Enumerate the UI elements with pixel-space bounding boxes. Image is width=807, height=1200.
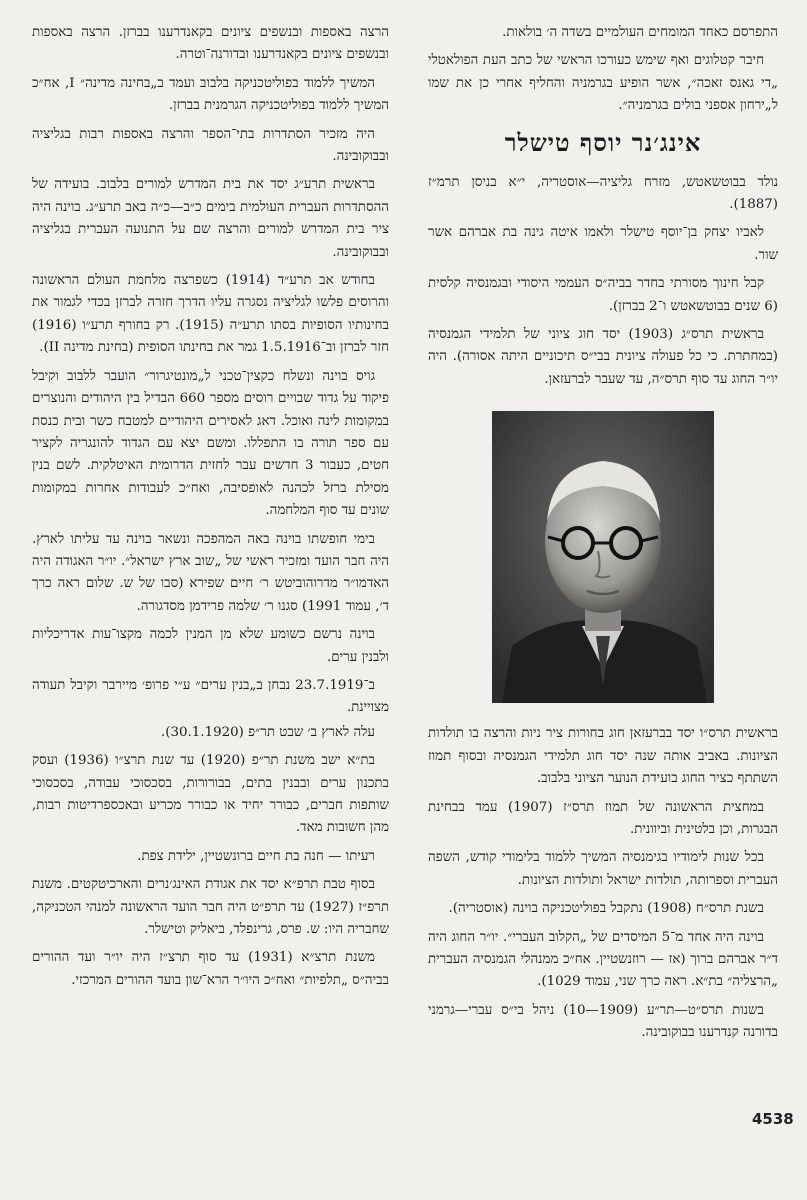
- left-paragraph-1: הרצה באספות ובנשפים ציונים בקאנדרענו בברזן. הרצה באספות ובנשפים ציונים בקאנדרענו ובדורנה־וטרה.: [32, 25, 389, 63]
- left-paragraph-14: משנת תרצ״א (1931) עד סוף תרצ״ז היה יו״ר ועד ההורים בביה״ס „תלפיות״ ואח״כ היו״ר הרא־שון בועד ההורים המרכזי.: [32, 950, 389, 988]
- bio-paragraph-2: לאביו יצחק בן־יוסף טישלר ולאמו איטה גינה בת אברהם אשר שור.: [428, 225, 778, 263]
- left-paragraph-13: בסוף טבת תרפ״א יסד את אגודת האינג׳נרים והארכיטקטים. משנת תרפ״ז (1927) עד תרפ״ט היה חבר הועד הראשונה למנהי הטכניקה, שחבריה היו: ש. פרס, גרינפלד, ביאליק וטישלר.: [32, 877, 389, 938]
- page-number: 4538: [752, 1110, 794, 1128]
- lower-paragraph-1: בראשית תרס״ו יסד בברעזאן חוג בחורות ציר ניות והרצה בו תולדות הציונות. באביב אותה שנה יסד חוג תלמידי הגמנסיה ובסוף תמוז השתתף כציר החוג בועידת הנוער הציוני בלבוב.: [428, 726, 778, 787]
- left-paragraph-10: עלה לארץ ב׳ שבט תר״פ (30.1.1920).: [161, 724, 375, 740]
- left-paragraph-9: ב־23.7.1919 נבחן ב„בנין ערים״ ע״י פרופ׳ מיירבר וקיבל תעודה מצויינת.: [32, 677, 389, 716]
- lower-paragraph-2: במחצית הראשונה של תמוז תרס״ז (1907) עמד בבחינת הבגרות, וכן בלטינית וביוונית.: [428, 799, 778, 837]
- left-paragraph-5: בחודש אב תרע״ד (1914) כשפרצה מלחמת העולם הראשונה והרוסים פלשו לגליציה נסגרה עליו הדרך חזרה לברזן בכדי לגמור את בחינותיו הסופיות בסתו תרע״ה (1915). רק בחורף תרע״ו (1916) חזר לברזן וב־1.5.1916 גמר את בחינתו הסופית (בחינת מדינה II).: [32, 273, 389, 356]
- lower-paragraph-6: בשנות תרס״ט—תר״ע (1909—10) ניהל בי״ס עברי—גרמני בדורנה קנדרענו בבוקובינה.: [428, 1002, 778, 1041]
- left-paragraph-12: רעיתו — חנה בת חיים ברונשטיין, ילידת צפת.: [137, 848, 375, 864]
- left-column: [32, 22, 389, 998]
- left-paragraph-2: המשיך ללמוד בפוליטכניקה בלבוב ועמד ב„בחינה מדינה״ I, אח״כ המשיך ללמוד בפוליטכניקה הגרמנית בברזן.: [32, 75, 389, 114]
- lower-paragraph-5: בוינה היה אחד מ־5 המיסדים של „הקלוב העברי״. יו״ר החוג היה ד״ר אברהם ברוך (אז — רוזנשטיין. אח״כ ממנהלי הגמנסיה העברית „הרצליה״ בת״א. ראה כרך שני, עמוד 1029).: [428, 929, 778, 990]
- bio-paragraph-3: קבל חינוך מסורתי בחדר בביה״ס העממי היסודי ובגמנסיה קלסית (6 שנים בבוטשאטש ו־2 בברזן).: [428, 276, 778, 314]
- lower-paragraph-3: בכל שנות לימודיו בגימנסיה המשיך ללמוד בלימודי קודש, השפה העברית וספרותה, תולדות ישראל ותולדות הציונות.: [428, 850, 778, 888]
- left-paragraph-6: גויס בוינה ונשלח כקצין־טכני ל„מונטיגרור״ הועבר ללבוב וקיבל פיקוד על גדוד שבויים רוסים מספר 660 הבדיל בין היהודים והנוצרים במקומות לינה ואוכל. דאג לאסירים היהודיים למטבח כשר ובית כנסת עם ספר תורה בו התפללו. ומשם יצא עם הגדוד להונגריה לקציר חטים, כעבור 3 חדשים עבר לחזית הדרומית האיטלקית. לשם בנין מסילת ברזל לכהנה לאופסיבה, ואח״כ לעבודות אחרות במקומות שונים עד סוף המלחמה.: [32, 368, 390, 519]
- article-heading: אינג׳נר יוסף טישלר: [504, 127, 702, 157]
- lower-paragraph-4: בשנת תרס״ח (1908) נתקבל בפוליטכניקה בוינה (אוסטריה).: [448, 901, 764, 917]
- left-paragraph-4: בראשית תרע״ג יסד את בית המדרש למורים בלבוב. בועידה של ההסתדרות העברית העולמית בימים כ״ב—כ״ה באב תרע״ג. בוינה היה ציר בית המדרש למורים והרצה שם על התנועה העברית בגליציה ובבוקובינה.: [32, 177, 389, 260]
- intro-paragraph-2: חיבר קטלוגים ואף שימש כעורכו הראשי של כתב העת הפולאטלי „די גאנס זאכה״, אשר הופיע בגרמניה והחליף אחרי כן את שמו ל„ירחון אספני בולים בגרמניה״.: [428, 53, 778, 114]
- left-paragraph-8: בוינה נרשם כשומע שלא מן המנין לכמה מקצו־עות אדריכליות ולבנין ערים.: [32, 627, 389, 665]
- right-column: [428, 22, 778, 1051]
- left-paragraph-3: היה מזכיר הסתדרות בתי־הספר והרצה באספות רבות בגליציה ובבוקובינה.: [32, 126, 389, 165]
- bio-paragraph-1: נולד בבוטשאטש, מזרח גליציה—אוסטריה, י״א בניסן תרמ״ז (1887).: [428, 174, 778, 213]
- left-paragraph-11: בת״א ישב משנת תר״פ (1920) עד שנת תרצ״ו (1936) ועסק בתכנון ערים ובבנין בתים, בבורורות, בסכסוכי עבודה, בסכסוכי שותפות חברים, כבורר יחיד או כבורר מכריע ובאכספרדיטות רבות, מהן חשובות מאד.: [32, 753, 389, 836]
- portrait-photo-icon: [492, 411, 714, 703]
- bio-paragraph-4: בראשית תרס״ג (1903) יסד חוג ציוני של תלמידי הגמנסיה (במחתרת. כי כל פעולה ציונית בבי״ס תיכוניים היתה אסורה). היה יו״ר החוג עד סוף תרס״ה, עד שעבר לברעזאן.: [428, 327, 778, 387]
- portrait-photo: [492, 411, 714, 703]
- left-paragraph-7: בימי חופשתו בוינה באה המהפכה ונשאר בוינה עד עליתו לארץ. היה חבר הועד ומזכיר ראשי של „שוב ארץ ישראל״. יו״ר האגודה היה האדמו״ר מדרוהוביטש ר׳ חיים שפירא (סבו של ש. שלום ראה כרך ד׳, עמוד 1991) סגנו ר׳ שלמה פרידמן מסדגורה.: [32, 531, 389, 614]
- intro-paragraph-1: התפרסם כאחד המומחים העולמיים בשדה ה׳ בולאות.: [502, 25, 778, 40]
